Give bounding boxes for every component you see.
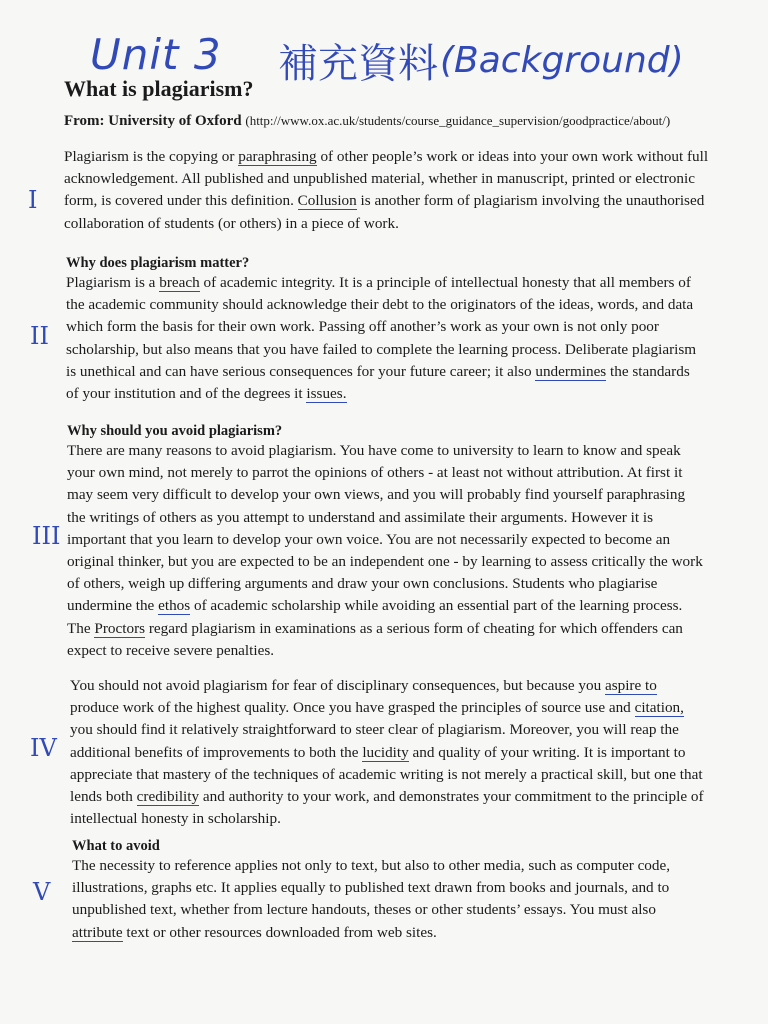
- underlined-word: lucidity: [362, 743, 409, 761]
- heading-why-avoid: Why should you avoid plagiarism?: [67, 423, 283, 439]
- underlined-word: Proctors: [94, 619, 146, 637]
- underlined-word: credibility: [136, 788, 200, 806]
- paragraph-what-to-avoid: [72, 855, 702, 944]
- underlined-word: Collusion: [297, 192, 357, 210]
- text-run: regard plagiarism in examinations as a serious form of cheating for which offenders can expect to receive severe penalties.: [67, 619, 683, 659]
- text-run: text or other resources downloaded from web sites.: [122, 923, 437, 941]
- text-run: and authority to your work, and demonstrates your commitment to the principle of intellectual honesty in scholarship.: [70, 788, 704, 828]
- margin-marker-2: II: [30, 322, 49, 350]
- text-run: and quality of your writing. It is important to appreciate that mastery of the techniques of academic writing is not merely a practical skill, but one that lends both: [70, 743, 703, 806]
- source-line: [64, 113, 670, 130]
- margin-marker-4: IV: [30, 734, 57, 762]
- text-run: Plagiarism is the copying or: [64, 148, 239, 165]
- heading-what-to-avoid: What to avoid: [72, 838, 160, 854]
- underlined-word: aspire to: [604, 677, 657, 694]
- text-run: the standards of your institution and of the degrees it: [66, 362, 690, 403]
- underlined-word: undermines: [535, 362, 607, 380]
- text-run: You should not avoid plagiarism for fear of disciplinary consequences, but because you: [70, 677, 605, 694]
- margin-marker-1: I: [28, 186, 38, 214]
- underlined-word: breach: [159, 274, 200, 291]
- margin-marker-3: III: [32, 522, 61, 550]
- text-run: The necessity to reference applies not only to text, but also to other media, such as computer code, illustrations, graphs etc. It applies equally to published text drawn from books and journals, and to unpublished text, whether from lecture handouts, theses or other students’ essays. You must also: [72, 857, 671, 919]
- margin-marker-5: V: [33, 878, 51, 906]
- heading-why-matter: Why does plagiarism matter?: [66, 255, 250, 271]
- paragraph-why-matter: [66, 272, 706, 405]
- underlined-word: paraphrasing: [238, 148, 317, 165]
- underlined-word: ethos: [158, 597, 191, 615]
- text-run: you should find it relatively straightforward to steer clear of plagiarism. Moreover, you will reap the additional benefits of improvements to both the: [70, 721, 679, 761]
- text-run: produce work of the highest quality. Once you have grasped the principles of source use and: [70, 699, 635, 717]
- text-run: There are many reasons to avoid plagiarism. You have come to university to learn to know and speak your own mind, not merely to parrot the opinions of others - at least not without attribution. At first it may seem very difficult to develop your own views, and you will probably find yourself paraphrasing the writings of others as you attempt to understand and assimilate their arguments. However it is important that you learn to develop your own voice. You are not necessarily expected to become an original thinker, but you are expected to be an independent one - by learning to assess critically the work of others, weigh up differing arguments and draw your own conclusions. Students who plagiarise undermine the: [67, 442, 703, 615]
- text-run: of other people’s work or ideas into your own work without full acknowledgement. All published and unpublished material, whether in manuscript, printed or electronic form, is covered under this definition.: [64, 148, 709, 210]
- handwritten-cjk-note: 補充資料: [278, 41, 438, 87]
- underlined-word: citation,: [634, 699, 684, 717]
- source-url: (http://www.ox.ac.uk/students/course_guidance_supervision/goodpractice/about/): [245, 113, 671, 128]
- paragraph-aspire: [70, 675, 706, 830]
- text-run: is another form of plagiarism involving the unauthorised collaboration of students (or others) in a piece of work.: [64, 192, 705, 232]
- handwritten-background-note: (Background): [440, 40, 684, 81]
- handwritten-unit-label: Unit 3: [90, 30, 222, 79]
- page-title: What is plagiarism?: [64, 76, 254, 101]
- text-run: Plagiarism is a: [66, 274, 160, 291]
- text-run: of academic scholarship while avoiding an essential part of the learning process. The: [67, 597, 683, 637]
- paragraph-why-avoid: [67, 440, 707, 662]
- paragraph-definition: [64, 146, 714, 235]
- source-prefix: From: University of Oxford: [64, 113, 242, 129]
- text-run: of academic integrity. It is a principle of intellectual honesty that all members of the academic community should acknowledge their debt to the originators of the ideas, words, and data which form the basis for their own work. Passing off another’s work as your own is not only poor scholarship, but also means that you have failed to complete the learning process. Deliberate plagiarism is unethical and can have serious consequences for your future career; it also: [66, 274, 697, 380]
- underlined-word: issues.: [306, 385, 347, 403]
- underlined-word: attribute: [72, 923, 123, 941]
